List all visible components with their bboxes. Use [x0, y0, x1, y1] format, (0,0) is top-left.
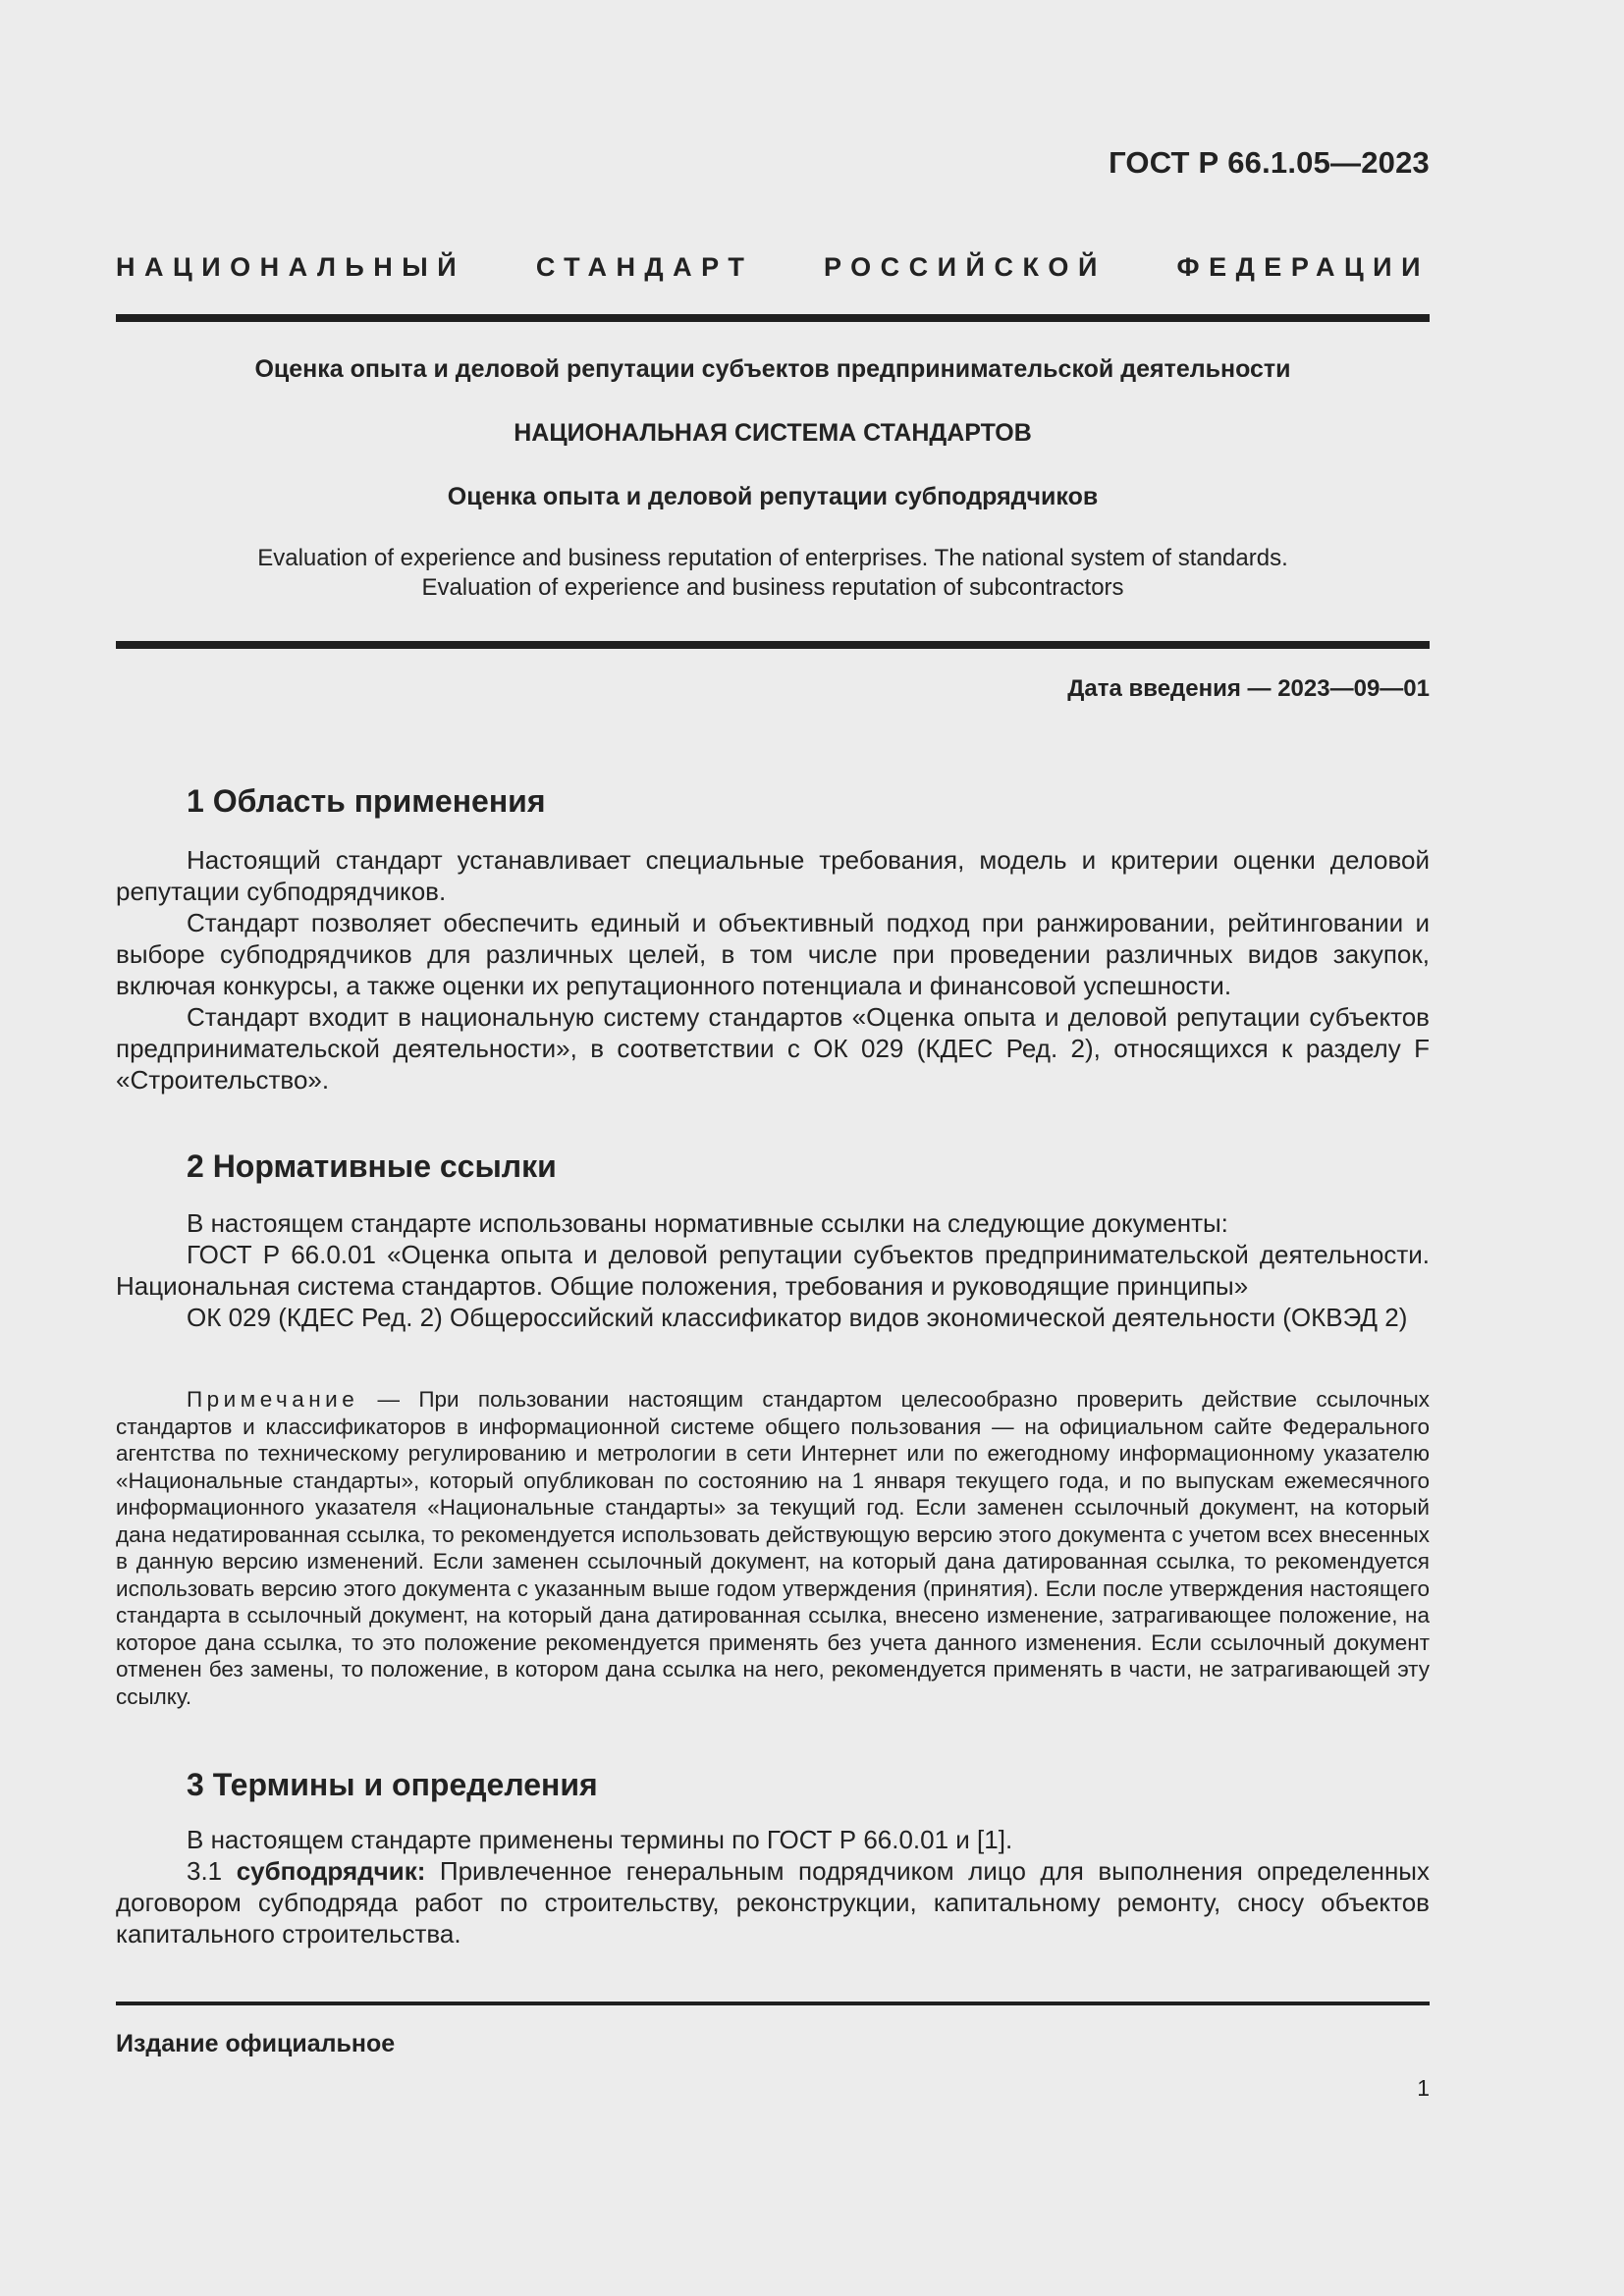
- section-body-references: [116, 1207, 1430, 1333]
- paragraph: Стандарт позволяет обеспечить единый и объективный подход при ранжировании, рейтинговании и выборе субподрядчиков для различных целей, в том числе при проведении различных видов закупок, включая конкурсы, а также оценки их репутационного потенциала и финансовой успешности.: [116, 908, 1430, 1000]
- term-number: 3.1: [187, 1856, 223, 1886]
- section-body-terms: [116, 1824, 1430, 1949]
- english-title-line-1: Evaluation of experience and business reputation of enterprises. The national system of standards.: [257, 545, 1288, 571]
- title-divider: [116, 641, 1430, 649]
- paragraph: ГОСТ Р 66.0.01 «Оценка опыта и деловой репутации субъектов предпринимательской деятельности. Национальная система стандартов. Общие положения, требования и руководящие принципы»: [116, 1240, 1430, 1301]
- footer-divider: [116, 2002, 1430, 2005]
- document-number: ГОСТ Р 66.1.05—2023: [1109, 145, 1430, 180]
- section-heading-references: 2 Нормативные ссылки: [187, 1148, 557, 1184]
- title-line-3: Оценка опыта и деловой репутации субподрядчиков: [447, 483, 1099, 510]
- page-number: 1: [1417, 2075, 1430, 2101]
- paragraph: В настоящем стандарте использованы нормативные ссылки на следующие документы:: [187, 1208, 1228, 1238]
- standard-type-heading: НАЦИОНАЛЬНЫЙ СТАНДАРТ РОССИЙСКОЙ ФЕДЕРАЦИИ: [116, 252, 1430, 282]
- english-title: [116, 544, 1430, 603]
- note-label: Примечание: [187, 1387, 359, 1412]
- paragraph: ОК 029 (КДЕС Ред. 2) Общероссийский классификатор видов экономической деятельности (ОКВЭД 2): [187, 1303, 1408, 1332]
- section-body-scope: [116, 844, 1430, 1095]
- term-definition: [116, 1855, 1430, 1949]
- paragraph: В настоящем стандарте применены термины по ГОСТ Р 66.0.01 и [1].: [187, 1825, 1013, 1854]
- english-title-line-2: Evaluation of experience and business reputation of subcontractors: [421, 574, 1124, 601]
- title-line-1: Оценка опыта и деловой репутации субъектов предпринимательской деятельности: [254, 355, 1291, 383]
- note: [116, 1386, 1430, 1710]
- title-line-2: НАЦИОНАЛЬНАЯ СИСТЕМА СТАНДАРТОВ: [514, 419, 1032, 447]
- official-edition-label: Издание официальное: [116, 2030, 396, 2057]
- section-heading-scope: 1 Область применения: [187, 783, 546, 819]
- term-name: субподрядчик:: [236, 1856, 426, 1886]
- section-heading-terms: 3 Термины и определения: [187, 1767, 598, 1802]
- header-divider: [116, 314, 1430, 322]
- note-text: — При пользовании настоящим стандартом целесообразно проверить действие ссылочных стандартов и классификаторов в информационной системе общего пользования — на официальном сайте Федерального агентства по техническому регулированию и метрологии в сети Интернет или по ежегодному информационному указателю «Национальные стандарты», который опубликован по состоянию на 1 января текущего года, и по выпускам ежемесячного информационного указателя «Национальные стандарты» за текущий год. Если заменен ссылочный документ, на который дана недатированная ссылка, то рекомендуется использовать действующую версию этого документа с учетом всех внесенных в данную версию изменений. Если заменен ссылочный документ, на который дана датированная ссылка, то рекомендуется использовать версию этого документа с указанным выше годом утверждения (принятия). Если после утверждения настоящего стандарта в ссылочный документ, на который дана датированная ссылка, внесено изменение, затрагивающее положение, на которое дана ссылка, то это положение рекомендуется применять без учета данного изменения. Если ссылочный документ отменен без замены, то положение, в котором дана ссылка на него, рекомендуется применять в части, не затрагивающей эту ссылку.: [116, 1387, 1430, 1709]
- introduction-date: Дата введения — 2023—09—01: [1067, 675, 1430, 702]
- term-text: Привлеченное генеральным подрядчиком лицо для выполнения определенных договором субподряда работ по строительству, реконструкции, капитальному ремонту, сносу объектов капитального строительства.: [116, 1856, 1430, 1949]
- paragraph: Настоящий стандарт устанавливает специальные требования, модель и критерии оценки деловой репутации субподрядчиков.: [116, 845, 1430, 906]
- paragraph: Стандарт входит в национальную систему стандартов «Оценка опыта и деловой репутации субъектов предпринимательской деятельности», в соответствии с ОК 029 (КДЕС Ред. 2), относящихся к разделу F «Строительство».: [116, 1002, 1430, 1095]
